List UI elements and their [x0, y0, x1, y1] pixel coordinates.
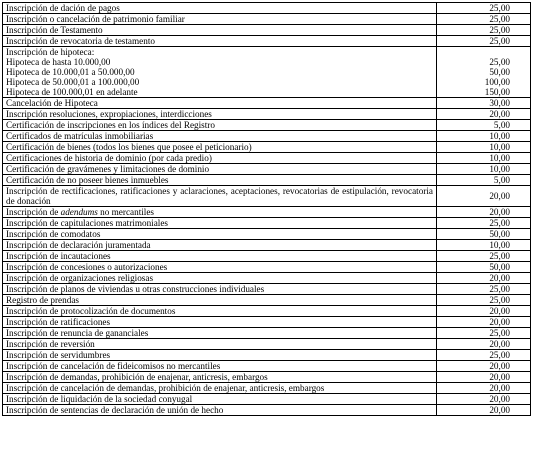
row-value: 20,00	[437, 207, 531, 218]
table-row	[3, 153, 531, 164]
row-label: Certificación de bienes (todos los bienes que posee el peticionario)	[3, 142, 437, 153]
row-value: 20,00	[437, 306, 531, 317]
row-label: Certificaciones de historia de dominio (por cada predio)	[3, 153, 437, 164]
table-row	[3, 251, 531, 262]
row-value: 20,00	[437, 109, 531, 120]
row-label: Certificación de inscripciones en los índices del Registro	[3, 120, 437, 131]
row-value: 20,00	[437, 405, 531, 416]
row-label: Inscripción de incautaciones	[3, 251, 437, 262]
hipoteca-tier-label: Hipoteca de 100.000,01 en adelante	[6, 87, 138, 97]
table-row	[3, 131, 531, 142]
row-label: Certificación de no poseer bienes inmuebles	[3, 175, 437, 186]
fee-table	[2, 2, 531, 416]
row-value: 10,00	[437, 131, 531, 142]
table-row	[3, 229, 531, 240]
row-label: Inscripción de planos de viviendas u otras construcciones individuales	[3, 284, 437, 295]
table-row	[3, 25, 531, 36]
row-label: Inscripción de cancelación de demandas, prohibición de enajenar, anticresis, embargos	[3, 383, 437, 394]
table-row	[3, 98, 531, 109]
table-row	[3, 218, 531, 229]
row-value: 50,00	[437, 229, 531, 240]
row-label: Certificados de matrículas inmobiliarias	[3, 131, 437, 142]
hipoteca-tier-value: 25,00	[489, 57, 510, 67]
row-label: Inscripción de dación de pagos	[3, 3, 437, 14]
row-value: 10,00	[437, 153, 531, 164]
row-value: 20,00	[437, 339, 531, 350]
row-label: Inscripción o cancelación de patrimonio familiar	[3, 14, 437, 25]
row-label: Inscripción de liquidación de la sociedad conyugal	[3, 394, 437, 405]
row-value: 20,00	[437, 383, 531, 394]
row-label: Inscripción de protocolización de documentos	[3, 306, 437, 317]
row-value: 25,00	[437, 25, 531, 36]
table-row	[3, 284, 531, 295]
table-row	[3, 142, 531, 153]
table-row	[3, 306, 531, 317]
row-value: 5,00	[437, 120, 531, 131]
table-row	[3, 372, 531, 383]
hipoteca-heading: Inscripción de hipoteca:	[6, 47, 95, 57]
row-label: Inscripción de demandas, prohibición de enajenar, anticresis, embargos	[3, 372, 437, 383]
row-label: Inscripción de rectificaciones, ratificaciones y aclaraciones, aceptaciones, revocatorias de estipulación, revocatoria de donación	[3, 186, 437, 207]
table-row	[3, 36, 531, 47]
row-label: Inscripción de declaración juramentada	[3, 240, 437, 251]
table-row	[3, 3, 531, 14]
row-value: 20,00	[437, 361, 531, 372]
hipoteca-values	[437, 47, 531, 98]
row-label: Inscripción resoluciones, expropiaciones, interdicciones	[3, 109, 437, 120]
table-row	[3, 175, 531, 186]
table-row	[3, 164, 531, 175]
row-value: 25,00	[437, 251, 531, 262]
row-label: Inscripción de ratificaciones	[3, 317, 437, 328]
table-row	[3, 262, 531, 273]
row-value: 20,00	[437, 186, 531, 207]
table-row	[3, 361, 531, 372]
table-row	[3, 240, 531, 251]
table-row	[3, 405, 531, 416]
table-row	[3, 207, 531, 218]
table-row	[3, 273, 531, 284]
row-label: Inscripción de capitulaciones matrimoniales	[3, 218, 437, 229]
hipoteca-tier-label: Hipoteca de hasta 10.000,00	[6, 57, 111, 67]
row-value: 25,00	[437, 328, 531, 339]
table-row	[3, 350, 531, 361]
row-value: 25,00	[437, 14, 531, 25]
row-value: 5,00	[437, 175, 531, 186]
row-label: Inscripción de organizaciones religiosas	[3, 273, 437, 284]
table-row-wrapped	[3, 186, 531, 207]
table-row	[3, 295, 531, 306]
row-label: Inscripción de sentencias de declaración de unión de hecho	[3, 405, 437, 416]
row-value: 10,00	[437, 142, 531, 153]
table-row	[3, 14, 531, 25]
row-value: 25,00	[437, 36, 531, 47]
hipoteca-tier-value: 50,00	[489, 67, 510, 77]
row-label: Inscripción de revocatoria de testamento	[3, 36, 437, 47]
hipoteca-tier-label: Hipoteca de 50.000,01 a 100.000,00	[6, 77, 140, 87]
row-value: 50,00	[437, 262, 531, 273]
row-label: Cancelación de Hipoteca	[3, 98, 437, 109]
row-value: 25,00	[437, 350, 531, 361]
row-value: 30,00	[437, 98, 531, 109]
row-label: Inscripción de renuncia de gananciales	[3, 328, 437, 339]
row-label: Registro de prendas	[3, 295, 437, 306]
table-row	[3, 328, 531, 339]
row-label: Certificación de gravámenes y limitaciones de dominio	[3, 164, 437, 175]
adendums-term: adendums	[60, 207, 98, 217]
row-value: 10,00	[437, 240, 531, 251]
row-label: Inscripción de Testamento	[3, 25, 437, 36]
row-value: 25,00	[437, 3, 531, 14]
row-value: 20,00	[437, 317, 531, 328]
row-value: 10,00	[437, 164, 531, 175]
table-row	[3, 109, 531, 120]
hipoteca-labels	[3, 47, 437, 98]
row-value: 20,00	[437, 273, 531, 284]
row-value: 20,00	[437, 394, 531, 405]
row-label: Inscripción de cancelación de fideicomisos no mercantiles	[3, 361, 437, 372]
hipoteca-tier-label: Hipoteca de 10.000,01 a 50.000,00	[6, 67, 135, 77]
row-label: Inscripción de reversión	[3, 339, 437, 350]
table-row	[3, 394, 531, 405]
row-label: Inscripción de servidumbres	[3, 350, 437, 361]
row-value: 25,00	[437, 295, 531, 306]
table-row	[3, 317, 531, 328]
row-label: Inscripción de comodatos	[3, 229, 437, 240]
hipoteca-row	[3, 47, 531, 98]
hipoteca-tier-value: 100,00	[484, 77, 510, 87]
table-row	[3, 383, 531, 394]
row-value: 20,00	[437, 372, 531, 383]
table-row	[3, 120, 531, 131]
row-label: Inscripción de concesiones o autorizaciones	[3, 262, 437, 273]
hipoteca-tier-value: 150,00	[484, 87, 510, 97]
row-value: 25,00	[437, 218, 531, 229]
row-label: Inscripción de adendums no mercantiles	[3, 207, 437, 218]
table-row	[3, 339, 531, 350]
row-value: 25,00	[437, 284, 531, 295]
